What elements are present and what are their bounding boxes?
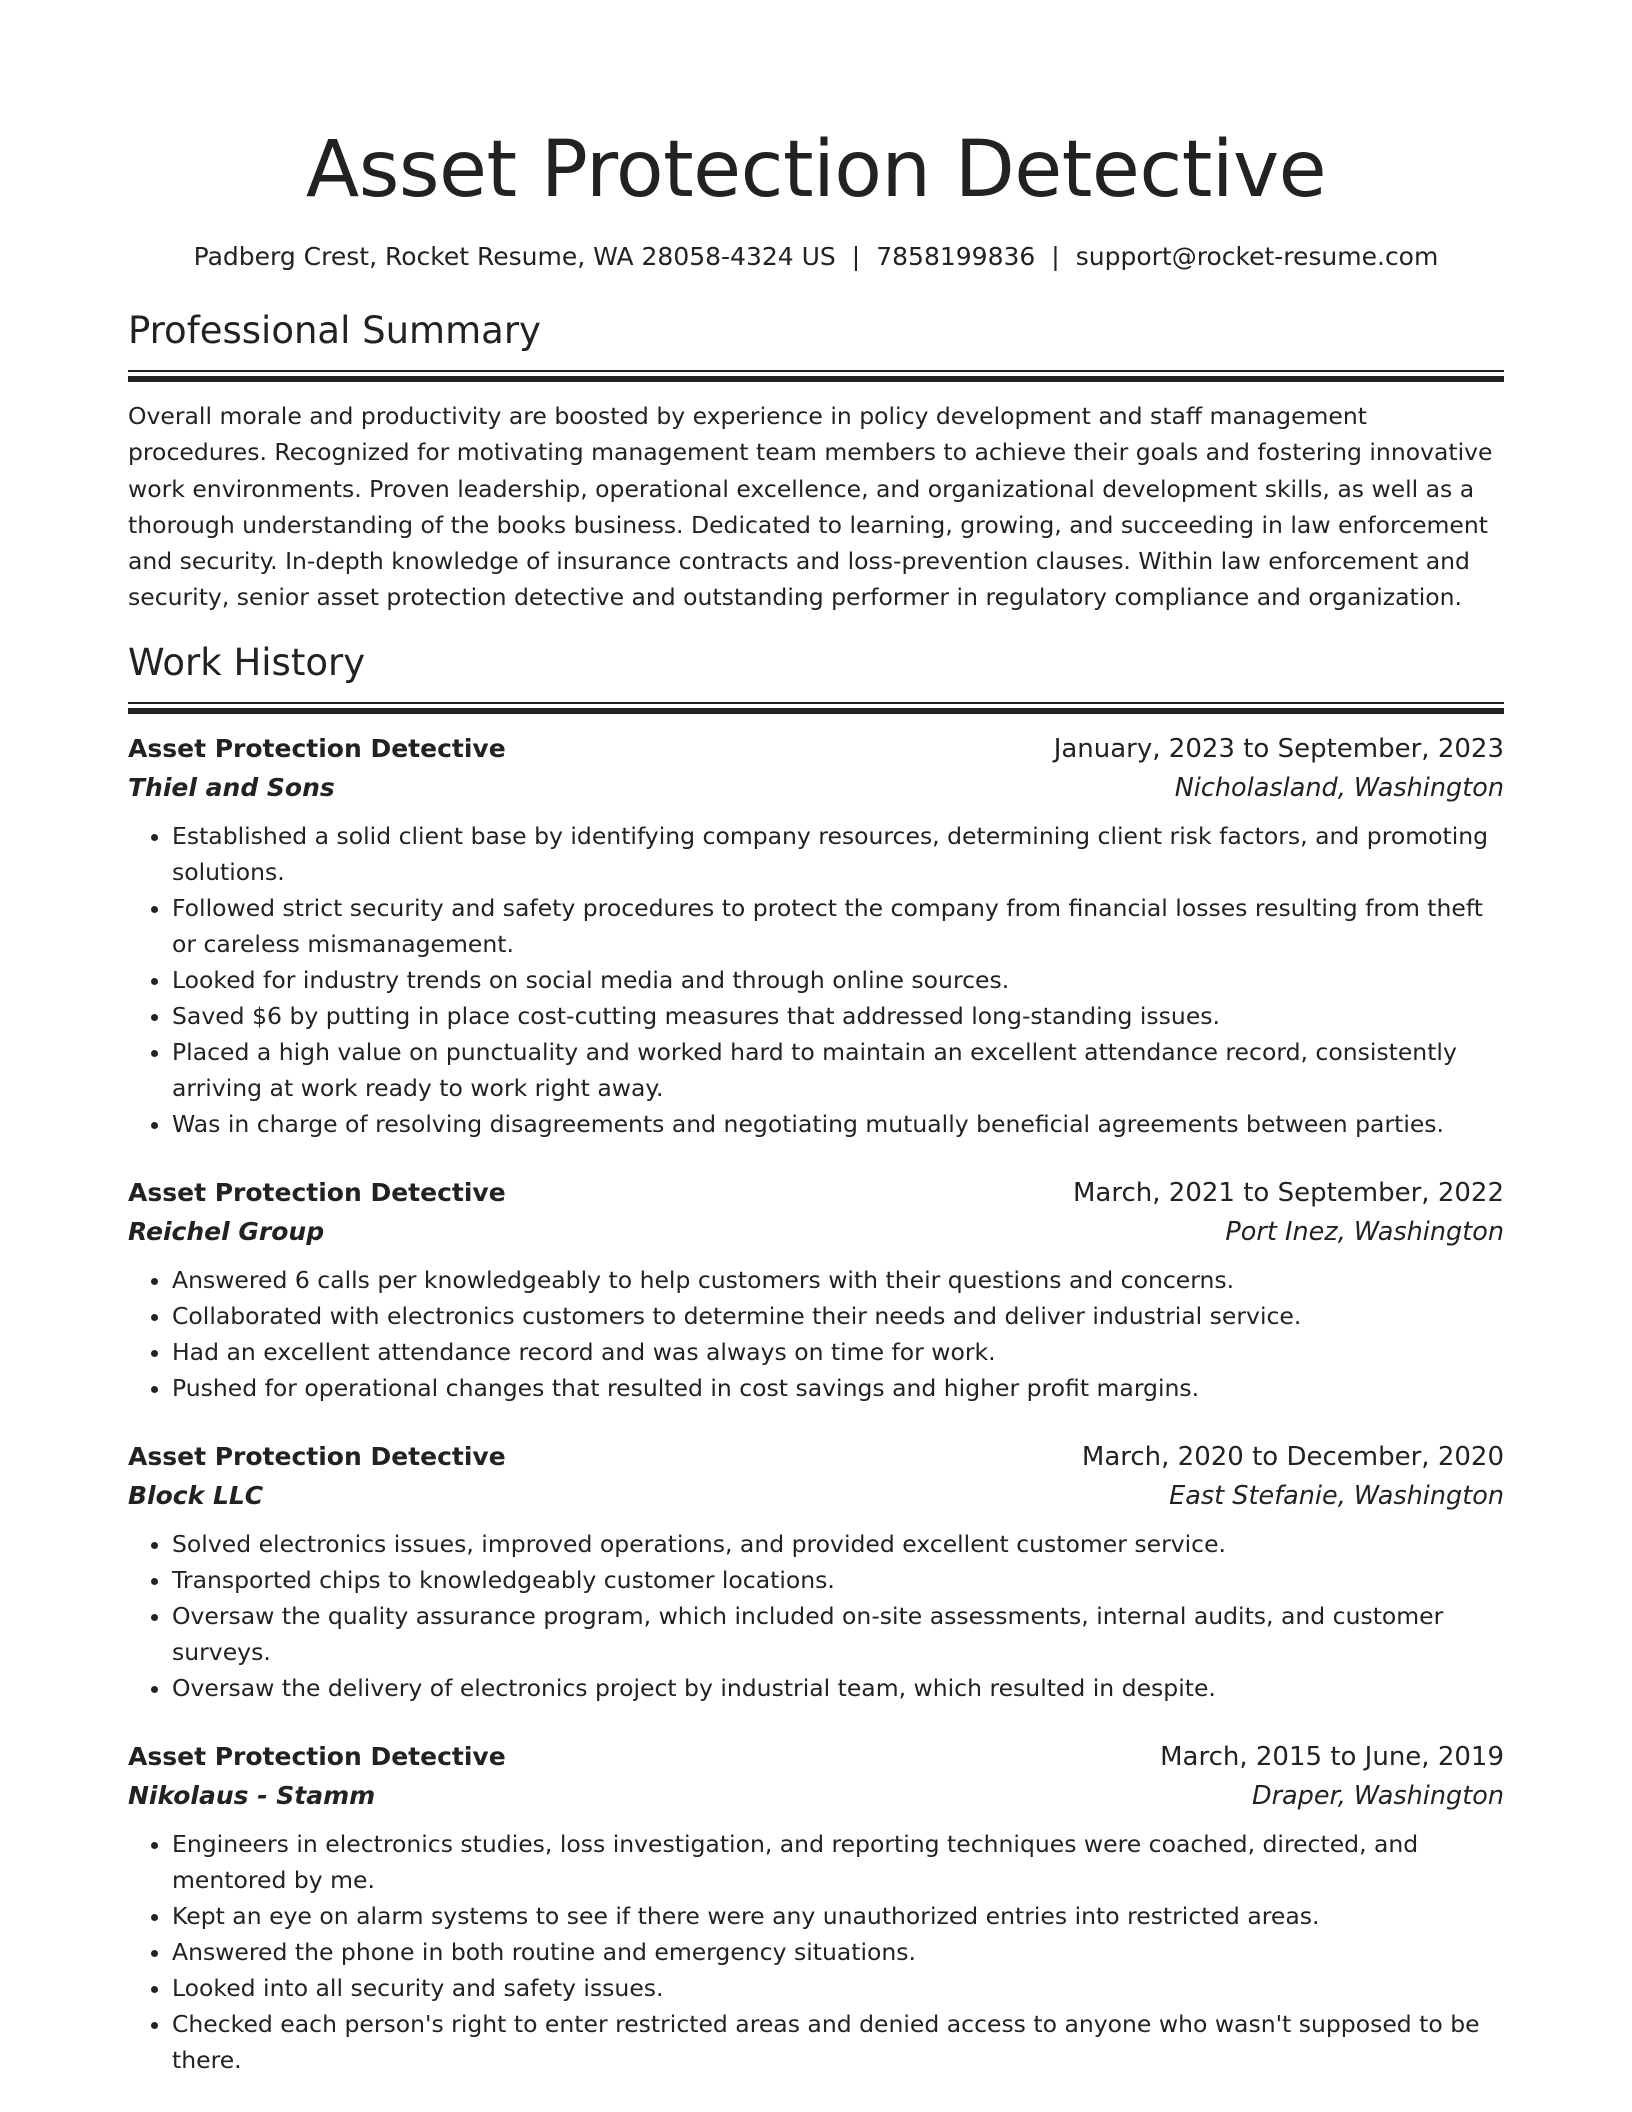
job-title: Asset Protection Detective	[128, 733, 506, 763]
job-header-row	[128, 1174, 1504, 1212]
job-title: Asset Protection Detective	[128, 1177, 506, 1207]
job-location: East Stefanie, Washington	[1169, 1480, 1504, 1511]
section-divider	[128, 370, 1504, 382]
section-title-summary: Professional Summary	[128, 309, 541, 352]
job-title: Asset Protection Detective	[128, 1741, 506, 1771]
contact-phone: 7858199836	[876, 242, 1036, 271]
job-bullet: • Looked for industry trends on social media and through online sources.	[172, 962, 1504, 998]
job-company: Reichel Group	[128, 1216, 325, 1246]
job-header-row	[128, 1438, 1504, 1476]
job-bullet: • Pushed for operational changes that resulted in cost savings and higher profit margins.	[172, 1370, 1504, 1406]
job-bullet: • Answered the phone in both routine and emergency situations.	[172, 1934, 1504, 1970]
job-company-row	[128, 1776, 1504, 1816]
job-dates: March, 2021 to September, 2022	[1073, 1177, 1504, 1208]
contact-address: Padberg Crest, Rocket Resume, WA 28058-4324 US	[193, 242, 836, 271]
job-dates: March, 2020 to December, 2020	[1081, 1441, 1504, 1472]
job-bullet: • Kept an eye on alarm systems to see if there were any unauthorized entries into restricted areas.	[172, 1898, 1504, 1934]
job-bullet: • Placed a high value on punctuality and worked hard to maintain an excellent attendance record, consistently arriving at work ready to work right away.	[172, 1034, 1504, 1106]
job-bullet: • Checked each person's right to enter restricted areas and denied access to anyone who wasn't supposed to be there.	[172, 2006, 1504, 2078]
job-entry	[128, 1438, 1504, 1706]
job-entry	[128, 730, 1504, 1142]
job-company: Thiel and Sons	[128, 772, 335, 802]
job-company-row	[128, 1212, 1504, 1252]
contact-separator: |	[851, 242, 861, 271]
summary-section	[128, 308, 1504, 616]
job-bullet: • Collaborated with electronics customers to determine their needs and deliver industrial service.	[172, 1298, 1504, 1334]
resume-page	[128, 0, 1504, 2078]
job-company-row	[128, 1476, 1504, 1516]
job-bullet: • Established a solid client base by identifying company resources, determining client risk factors, and promoting solutions.	[172, 818, 1504, 890]
contact-separator: |	[1051, 242, 1060, 271]
job-bullet: • Answered 6 calls per knowledgeably to help customers with their questions and concerns.	[172, 1262, 1504, 1298]
job-location: Draper, Washington	[1251, 1780, 1504, 1811]
job-bullet: • Engineers in electronics studies, loss investigation, and reporting techniques were coached, directed, and mentored by me.	[172, 1826, 1504, 1898]
job-location: Port Inez, Washington	[1225, 1216, 1504, 1247]
job-header-row	[128, 1738, 1504, 1776]
job-bullet-list	[128, 1262, 1504, 1406]
job-title: Asset Protection Detective	[128, 1441, 506, 1471]
job-bullet-list	[128, 818, 1504, 1142]
job-bullet: • Was in charge of resolving disagreements and negotiating mutually beneficial agreements between parties.	[172, 1106, 1504, 1142]
section-divider	[128, 702, 1504, 714]
job-bullet: • Oversaw the delivery of electronics project by industrial team, which resulted in despite.	[172, 1670, 1504, 1706]
job-bullet: • Saved $6 by putting in place cost-cutting measures that addressed long-standing issues.	[172, 998, 1504, 1034]
job-bullet: • Looked into all security and safety issues.	[172, 1970, 1504, 2006]
job-header-row	[128, 730, 1504, 768]
job-bullet: • Transported chips to knowledgeably customer locations.	[172, 1562, 1504, 1598]
contact-email[interactable]: support@rocket-resume.com	[1075, 242, 1439, 271]
summary-text: Overall morale and productivity are boosted by experience in policy development and staff management procedures. Recognized for motivating management team members to achieve their goals and fostering innovative work environments. Proven leadership, operational excellence, and organizational development skills, as well as a thorough understanding of the books business. Dedicated to learning, growing, and succeeding in law enforcement and security. In-depth knowledge of insurance contracts and loss-prevention clauses. Within law enforcement and security, senior asset protection detective and outstanding performer in regulatory compliance and organization.	[128, 402, 1493, 612]
job-entry	[128, 1738, 1504, 2078]
job-bullet: • Solved electronics issues, improved operations, and provided excellent customer service.	[172, 1526, 1504, 1562]
job-bullet: • Had an excellent attendance record and was always on time for work.	[172, 1334, 1504, 1370]
job-entry	[128, 1174, 1504, 1406]
job-company: Block LLC	[128, 1480, 264, 1510]
job-location: Nicholasland, Washington	[1174, 772, 1504, 803]
job-bullet-list	[128, 1526, 1504, 1706]
job-company-row	[128, 768, 1504, 808]
resume-name: Asset Protection Detective	[305, 125, 1327, 215]
contact-line	[128, 240, 1504, 274]
job-dates: March, 2015 to June, 2019	[1160, 1741, 1504, 1772]
job-dates: January, 2023 to September, 2023	[1053, 733, 1504, 764]
section-title-work-history: Work History	[128, 640, 366, 684]
job-bullet-list	[128, 1826, 1504, 2078]
job-company: Nikolaus - Stamm	[128, 1780, 376, 1810]
work-history-section	[128, 640, 1504, 2078]
job-bullet: • Followed strict security and safety procedures to protect the company from financial losses resulting from theft or careless mismanagement.	[172, 890, 1504, 962]
job-bullet: • Oversaw the quality assurance program, which included on-site assessments, internal audits, and customer surveys.	[172, 1598, 1504, 1670]
